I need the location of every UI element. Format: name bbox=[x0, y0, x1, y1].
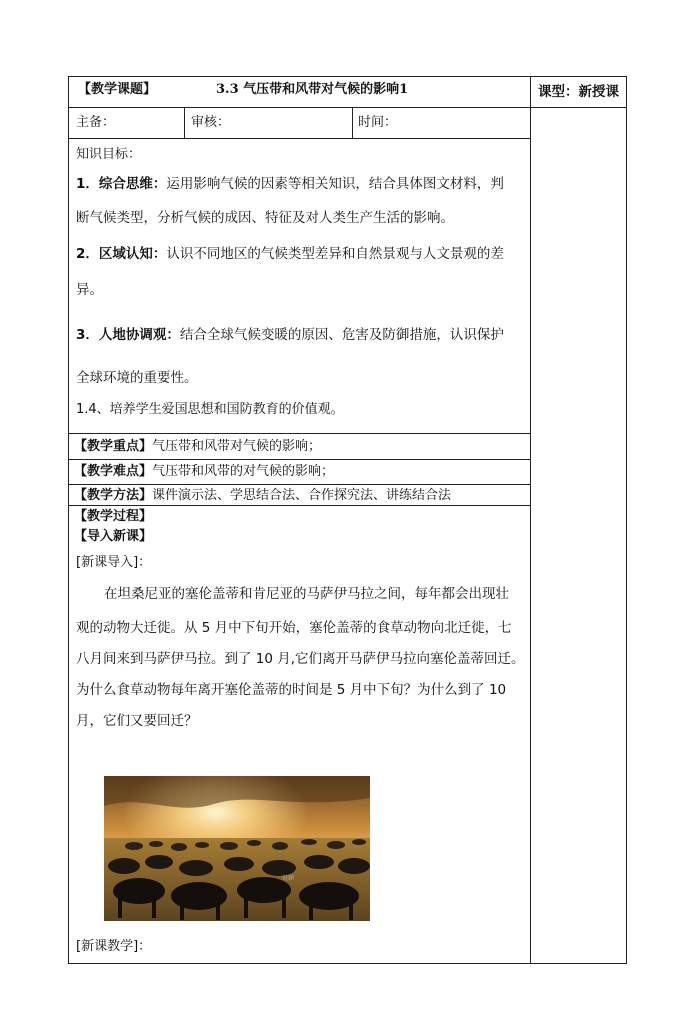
process-label: 【教学过程】 bbox=[74, 509, 153, 524]
topic-title: 3.3 气压带和风带对气候的影响1 bbox=[216, 82, 409, 97]
intro-paragraph-line-2: 观的动物大迁徙。从 5 月中下旬开始，塞伦盖蒂的食草动物向北迁徙，七 bbox=[76, 620, 512, 636]
objective-2-number: 2． bbox=[76, 246, 99, 262]
method-label: 【教学方法】 bbox=[74, 488, 153, 503]
header-row-divider bbox=[68, 107, 530, 108]
objective-4: 1.4、培养学生爱国思想和国防教育的价值观。 bbox=[76, 402, 344, 417]
intro-paragraph-line-4: 为什么食草动物每年离开塞伦盖蒂的时间是 5 月中下旬？为什么到了 10 bbox=[76, 682, 507, 698]
lesson-type: 课型：新授课 bbox=[538, 84, 619, 100]
reviewer-label: 审核： bbox=[191, 115, 231, 130]
objective-2-title: 区域认知： bbox=[98, 246, 167, 262]
focus-row bbox=[74, 439, 321, 455]
intro-label: 【导入新课】 bbox=[74, 529, 153, 544]
objective-1-title: 综合思维： bbox=[98, 176, 167, 192]
objective-1-line-1 bbox=[76, 176, 504, 192]
objective-3-number: 3． bbox=[76, 327, 99, 343]
meta-divider-2 bbox=[352, 107, 353, 138]
new-teaching-label: [新课教学]： bbox=[76, 939, 152, 954]
photo-watermark: 锐颖 bbox=[282, 875, 295, 882]
method-divider bbox=[68, 505, 530, 506]
focus-divider bbox=[68, 459, 530, 460]
topic-label: 【教学课题】 bbox=[78, 82, 157, 97]
right-column-divider bbox=[530, 76, 531, 964]
intro-paragraph-line-3: 八月间来到马萨伊马拉。到了 10 月,它们离开马萨伊马拉向塞伦盖蒂回迁。 bbox=[76, 651, 525, 667]
meta-row-divider bbox=[68, 138, 530, 139]
objectives-heading: 知识目标： bbox=[76, 147, 142, 162]
migration-photo bbox=[104, 776, 370, 921]
objective-2-text: 认识不同地区的气候类型差异和自然景观与人文景观的差 bbox=[166, 246, 504, 262]
objectives-divider bbox=[68, 433, 530, 434]
difficulty-divider bbox=[68, 484, 530, 485]
objective-1-line-2: 断气候类型，分析气候的成因、特征及对人类生产生活的影响。 bbox=[76, 210, 454, 226]
difficulty-label: 【教学难点】 bbox=[74, 464, 153, 479]
objective-2-line-2: 异。 bbox=[76, 282, 103, 298]
intro-paragraph-line-5: 月，它们又要回迁？ bbox=[76, 713, 198, 729]
objective-1-number: 1． bbox=[76, 176, 99, 192]
preparer-label: 主备： bbox=[76, 115, 116, 130]
objective-1-text: 运用影响气候的因素等相关知识，结合具体图文材料，判 bbox=[166, 176, 504, 192]
method-text: 课件演示法、学思结合法、合作探究法、讲练结合法 bbox=[152, 488, 452, 503]
intro-paragraph-line-1: 在坦桑尼亚的塞伦盖蒂和肯尼亚的马萨伊马拉之间，每年都会出现壮 bbox=[104, 586, 509, 602]
time-label: 时间： bbox=[358, 115, 398, 130]
intro-sub: [新课导入]： bbox=[76, 555, 152, 570]
focus-text: 气压带和风带对气候的影响； bbox=[152, 439, 322, 454]
difficulty-text: 气压带和风带的对气候的影响； bbox=[152, 464, 335, 479]
focus-label: 【教学重点】 bbox=[74, 439, 153, 454]
type-cell-divider bbox=[530, 107, 627, 108]
objective-3-line-1 bbox=[76, 327, 504, 343]
objective-3-text: 结合全球气候变暖的原因、危害及防御措施，认识保护 bbox=[179, 327, 504, 343]
meta-divider-1 bbox=[184, 107, 185, 138]
objective-3-title: 人地协调观： bbox=[98, 327, 180, 343]
objective-3-line-2: 全球环境的重要性。 bbox=[76, 370, 198, 386]
objective-2-line-1 bbox=[76, 246, 504, 262]
method-row bbox=[74, 488, 451, 504]
difficulty-row bbox=[74, 464, 334, 480]
